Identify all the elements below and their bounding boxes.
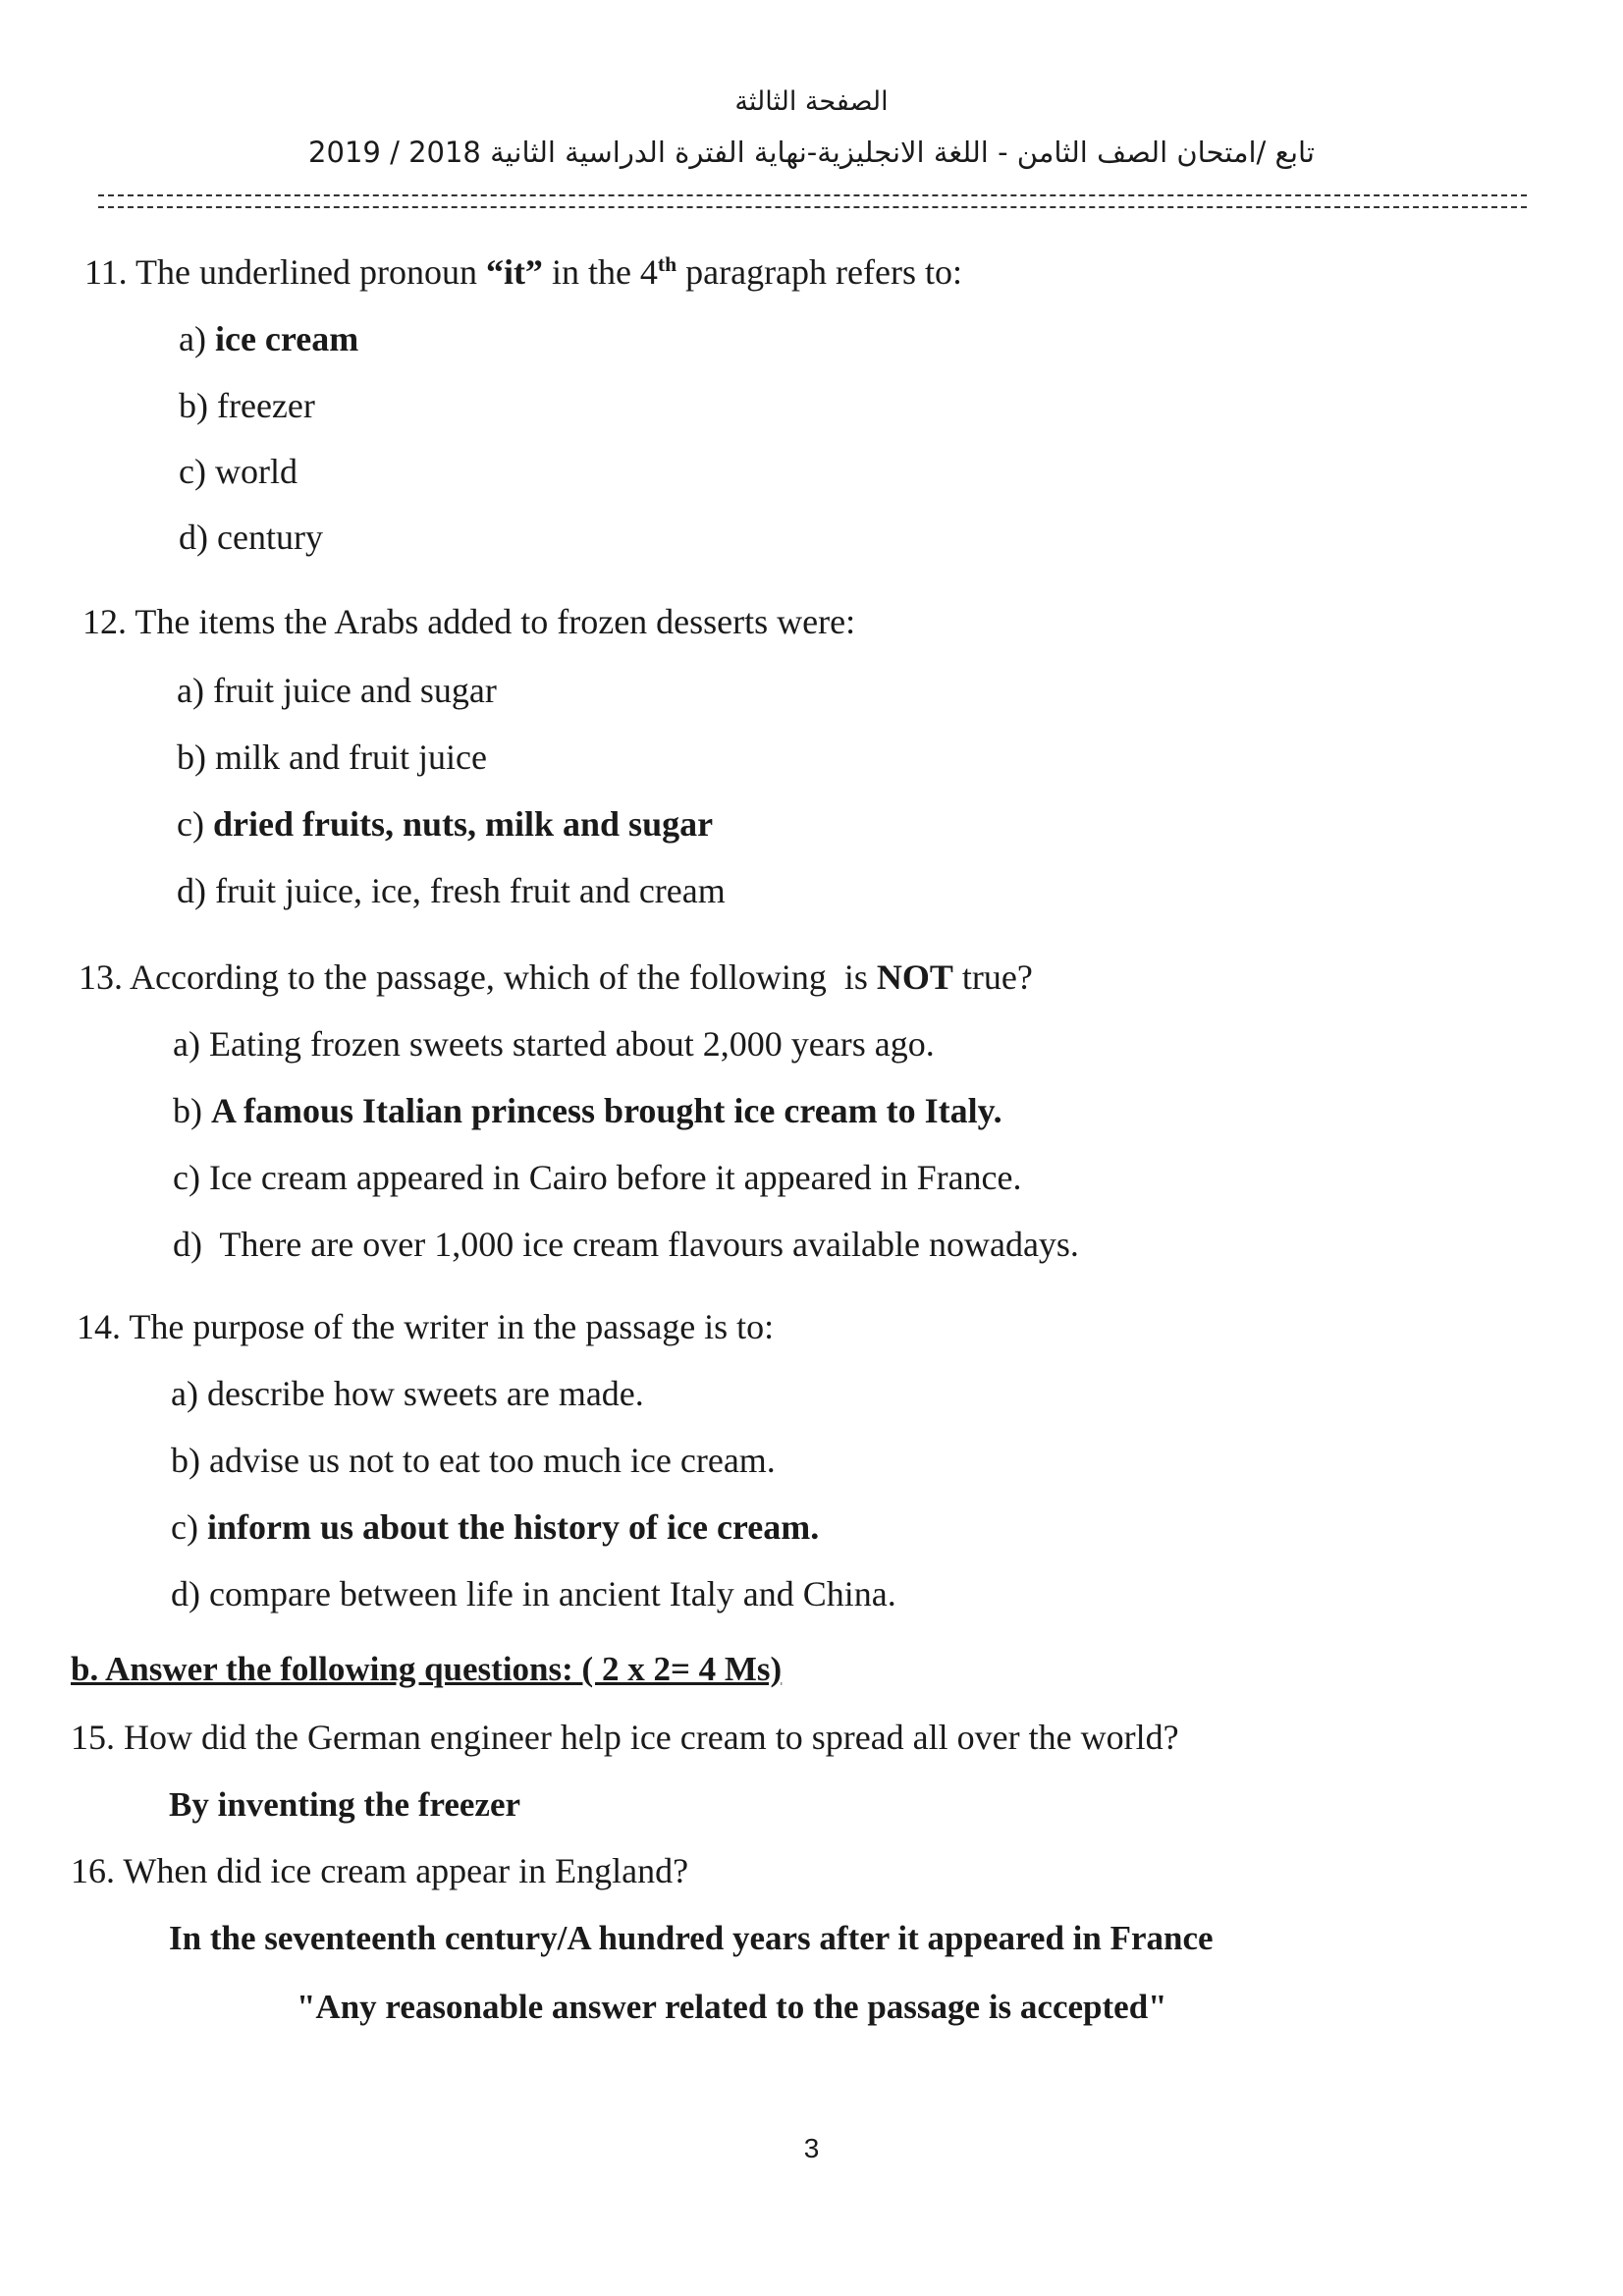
question-15 [71, 1719, 1179, 1758]
option-14c [171, 1508, 819, 1548]
option-letter: b) [171, 1441, 200, 1480]
question-number: 15. [71, 1718, 115, 1757]
option-letter: c) [173, 1158, 200, 1197]
question-text-mid: in the 4 [542, 252, 658, 292]
option-letter: d) [179, 518, 208, 557]
option-13a [173, 1025, 935, 1065]
option-letter: d) [173, 1225, 202, 1264]
option-13c [173, 1159, 1022, 1198]
question-12 [82, 603, 855, 642]
option-letter: c) [171, 1507, 198, 1547]
option-text: ice cream [214, 319, 359, 358]
option-11c [179, 453, 298, 492]
option-12a [177, 672, 497, 711]
marking-note: "Any reasonable answer related to the passage is accepted" [297, 1988, 1167, 2026]
question-text: How did the German engineer help ice cream to spread all over the world? [124, 1718, 1179, 1757]
option-letter: c) [179, 452, 206, 491]
option-text: advise us not to eat too much ice cream. [209, 1441, 776, 1480]
page-number: 3 [803, 2133, 820, 2163]
question-text-after: true? [952, 957, 1033, 997]
option-11d [179, 519, 323, 558]
question-keyword: “it” [485, 252, 543, 292]
answer-15: By inventing the freezer [169, 1785, 521, 1824]
option-letter: b) [177, 738, 206, 777]
question-keyword: NOT [876, 957, 953, 997]
question-text-before: The underlined pronoun [135, 252, 486, 292]
option-letter: b) [179, 386, 208, 425]
question-text: The items the Arabs added to frozen desserts were: [135, 602, 856, 641]
option-letter: a) [173, 1024, 200, 1064]
option-letter: c) [177, 804, 204, 844]
question-14 [77, 1308, 774, 1347]
option-text: fruit juice and sugar [212, 671, 497, 710]
question-number: 13. [79, 957, 123, 997]
option-14b [171, 1442, 776, 1481]
section-b-title: b. Answer the following questions: ( 2 x 2= 4 Ms) [71, 1650, 783, 1688]
answer-16: In the seventeenth century/A hundred years after it appeared in France [169, 1919, 1214, 1957]
option-13d [173, 1226, 1079, 1265]
question-text-after: paragraph refers to: [676, 252, 962, 292]
question-16 [71, 1852, 688, 1891]
option-text: century [217, 518, 323, 557]
question-11 [84, 253, 962, 293]
option-text: dried fruits, nuts, milk and sugar [212, 804, 714, 844]
option-11a [179, 320, 358, 359]
question-number: 12. [82, 602, 127, 641]
option-letter: a) [171, 1374, 198, 1413]
option-12d [177, 872, 726, 911]
option-text: Eating frozen sweets started about 2,000 years ago. [208, 1024, 935, 1064]
question-superscript: th [657, 252, 677, 276]
option-14d [171, 1575, 896, 1614]
question-text: When did ice cream appear in England? [123, 1851, 689, 1890]
option-14a [171, 1375, 644, 1414]
option-letter: a) [179, 319, 206, 358]
option-text: Ice cream appeared in Cairo before it appeared in France. [208, 1158, 1022, 1197]
header-separator [98, 194, 1527, 208]
option-text: milk and fruit juice [215, 738, 487, 777]
option-letter: d) [177, 871, 206, 910]
question-13 [79, 958, 1033, 998]
option-letter: b) [173, 1091, 202, 1130]
page-label: الصفحة الثالثة [734, 86, 889, 117]
question-number: 11. [84, 252, 128, 292]
option-letter: a) [177, 671, 204, 710]
question-number: 14. [77, 1307, 121, 1346]
option-text: describe how sweets are made. [206, 1374, 644, 1413]
question-text: The purpose of the writer in the passage is to: [129, 1307, 775, 1346]
option-12b [177, 738, 487, 778]
option-text: world [214, 452, 298, 491]
option-text: inform us about the history of ice cream. [206, 1507, 820, 1547]
question-number: 16. [71, 1851, 115, 1890]
option-12c [177, 805, 713, 845]
exam-title: تابع /امتحان الصف الثامن - اللغة الانجليزية-نهاية الفترة الدراسية الثانية 2018 / 2019 [308, 136, 1315, 169]
option-11b [179, 387, 315, 426]
question-text-before: According to the passage, which of the following is [130, 957, 877, 997]
option-text: A famous Italian princess brought ice cream to Italy. [211, 1091, 1002, 1130]
option-letter: d) [171, 1574, 200, 1613]
option-13b [173, 1092, 1002, 1131]
option-text: freezer [217, 386, 315, 425]
option-text: fruit juice, ice, fresh fruit and cream [215, 871, 726, 910]
option-text: There are over 1,000 ice cream flavours available nowadays. [211, 1225, 1079, 1264]
option-text: compare between life in ancient Italy and China. [209, 1574, 896, 1613]
